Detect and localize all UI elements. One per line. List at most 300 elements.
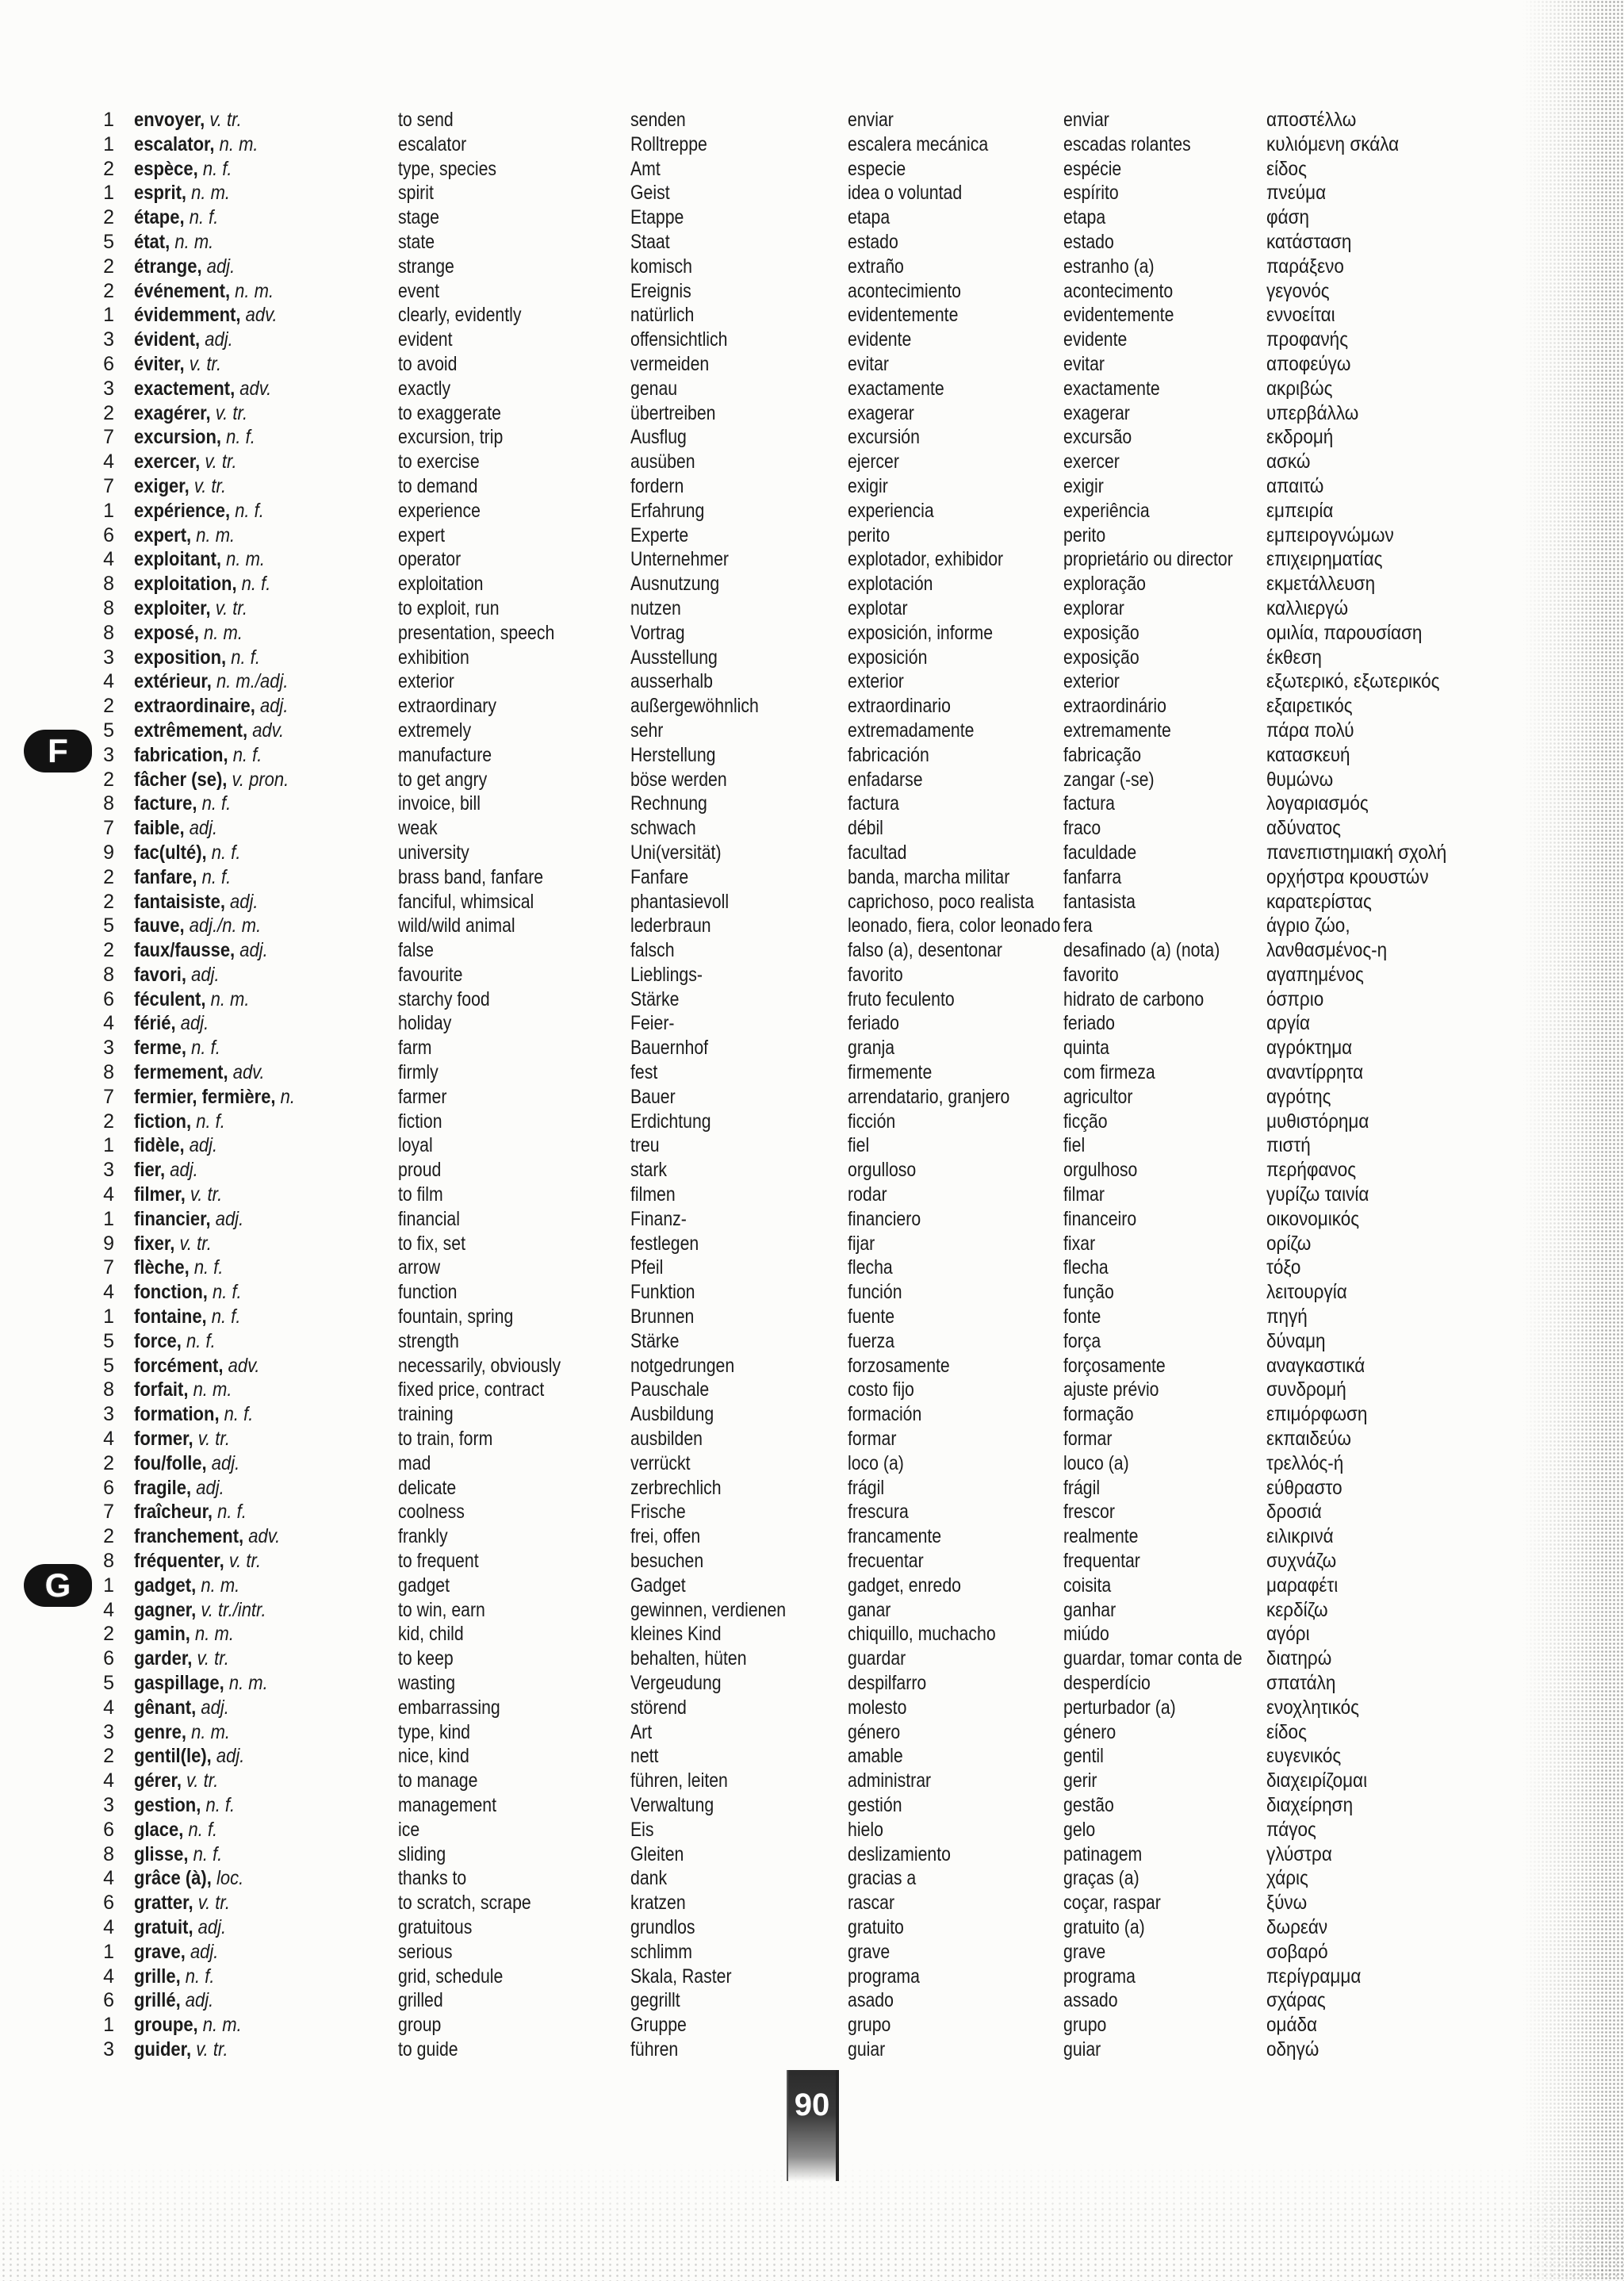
part-of-speech: n. m. <box>196 523 236 546</box>
french-headword: fermement, <box>134 1061 228 1084</box>
french-headword: gênant, <box>134 1696 197 1719</box>
portuguese-translation: filmar <box>1063 1183 1105 1206</box>
spanish-translation: exposición, informe <box>848 621 994 644</box>
part-of-speech: v. tr. <box>228 1550 262 1573</box>
french-cell <box>134 547 265 572</box>
level-number: 5 <box>103 1354 114 1377</box>
spanish-translation: excursión <box>848 426 920 449</box>
french-headword: gagner, <box>134 1598 197 1621</box>
glossary-entry <box>0 1598 1624 1623</box>
greek-translation: υπερβάλλω <box>1266 401 1359 424</box>
french-cell <box>134 694 288 719</box>
french-cell <box>134 474 226 499</box>
glossary-entry <box>0 377 1624 401</box>
french-cell <box>134 377 271 401</box>
portuguese-translation: assado <box>1063 1989 1118 2012</box>
glossary-entry <box>0 1451 1624 1476</box>
greek-translation: μαραφέτι <box>1266 1574 1339 1597</box>
french-cell <box>134 1476 224 1501</box>
part-of-speech: n. f. <box>188 1818 218 1841</box>
french-cell <box>134 1158 198 1183</box>
part-of-speech: adv. <box>252 719 285 742</box>
french-cell <box>134 792 231 816</box>
glossary-entry <box>0 1915 1624 1940</box>
level-number: 2 <box>103 206 114 229</box>
english-translation: grilled <box>398 1989 443 2012</box>
glossary-list <box>0 108 1624 2062</box>
spanish-translation: banda, marcha militar <box>848 865 1010 888</box>
glossary-entry <box>0 1720 1624 1745</box>
glossary-entry <box>0 1183 1624 1207</box>
french-cell <box>134 1915 226 1940</box>
english-translation: to manage <box>398 1769 478 1792</box>
glossary-entry <box>0 646 1624 670</box>
spanish-translation: función <box>848 1281 902 1304</box>
french-headword: féculent, <box>134 987 206 1010</box>
greek-translation: εννοείται <box>1266 304 1335 327</box>
level-number: 2 <box>103 939 114 962</box>
english-translation: operator <box>398 548 462 571</box>
spanish-translation: escalera mecánica <box>848 132 989 155</box>
portuguese-translation: fraco <box>1063 817 1101 840</box>
portuguese-translation: guardar, tomar conta de <box>1063 1647 1243 1670</box>
part-of-speech: n. m. <box>174 230 214 253</box>
english-translation: to exploit, run <box>398 596 500 619</box>
portuguese-translation: factura <box>1063 792 1115 815</box>
portuguese-translation: fiel <box>1063 1134 1086 1157</box>
french-cell <box>134 425 255 450</box>
glossary-entry <box>0 1256 1624 1280</box>
level-number: 2 <box>103 1525 114 1548</box>
portuguese-translation: ganhar <box>1063 1598 1116 1621</box>
french-headword: exiger, <box>134 474 190 497</box>
spanish-translation: frescura <box>848 1501 909 1524</box>
glossary-entry <box>0 1793 1624 1818</box>
german-translation: kratzen <box>630 1892 686 1915</box>
level-number: 2 <box>103 1745 114 1768</box>
part-of-speech: adj. <box>185 1989 214 2012</box>
french-cell <box>134 2013 242 2038</box>
greek-translation: τρελλός-ή <box>1266 1451 1344 1474</box>
spanish-translation: administrar <box>848 1769 932 1792</box>
greek-translation: συχνάζω <box>1266 1550 1337 1573</box>
spanish-translation: evidente <box>848 328 912 351</box>
portuguese-translation: gelo <box>1063 1818 1096 1841</box>
spanish-translation: ejercer <box>848 450 899 473</box>
portuguese-translation: louco (a) <box>1063 1451 1129 1474</box>
part-of-speech: adj./n. m. <box>189 914 262 937</box>
portuguese-translation: flecha <box>1063 1256 1109 1279</box>
english-translation: wasting <box>398 1672 456 1694</box>
english-translation: to exaggerate <box>398 401 501 424</box>
greek-translation: σπατάλη <box>1266 1672 1336 1694</box>
level-number: 1 <box>103 1574 114 1597</box>
french-cell <box>134 963 220 987</box>
level-number: 5 <box>103 719 114 742</box>
greek-translation: αγρόκτημα <box>1266 1037 1353 1060</box>
portuguese-translation: fixar <box>1063 1232 1096 1255</box>
german-translation: behalten, hüten <box>630 1647 747 1670</box>
german-translation: treu <box>630 1134 660 1157</box>
spanish-translation: exagerar <box>848 401 914 424</box>
glossary-entry <box>0 1133 1624 1158</box>
part-of-speech: adv. <box>228 1354 260 1377</box>
level-number: 7 <box>103 1085 114 1108</box>
english-translation: fanciful, whimsical <box>398 890 534 913</box>
spanish-translation: enfadarse <box>848 768 923 791</box>
glossary-entry <box>0 743 1624 768</box>
french-cell <box>134 1011 209 1036</box>
part-of-speech: n. f. <box>196 1110 225 1133</box>
french-headword: facture, <box>134 792 197 815</box>
spanish-translation: fiel <box>848 1134 870 1157</box>
level-number: 1 <box>103 1940 114 1963</box>
level-number: 8 <box>103 573 114 596</box>
part-of-speech: v. tr. <box>190 1183 223 1206</box>
french-headword: expert, <box>134 523 192 546</box>
level-number: 4 <box>103 450 114 473</box>
level-number: 7 <box>103 1501 114 1524</box>
english-translation: fixed price, contract <box>398 1378 545 1401</box>
spanish-translation: arrendatario, granjero <box>848 1085 1010 1108</box>
german-translation: Vortrag <box>630 621 685 644</box>
french-headword: esprit, <box>134 182 187 205</box>
german-translation: Rolltreppe <box>630 132 707 155</box>
french-headword: événement, <box>134 279 231 302</box>
glossary-entry <box>0 2013 1624 2038</box>
part-of-speech: n. f. <box>235 499 264 522</box>
part-of-speech: adj. <box>259 695 289 718</box>
portuguese-translation: forçosamente <box>1063 1354 1166 1377</box>
spanish-translation: hielo <box>848 1818 883 1841</box>
french-headword: envoyer, <box>134 109 205 131</box>
french-headword: expérience, <box>134 499 231 522</box>
spanish-translation: firmemente <box>848 1061 933 1084</box>
part-of-speech: n. m./adj. <box>216 670 289 693</box>
level-number: 2 <box>103 255 114 278</box>
part-of-speech: n. f. <box>231 646 260 669</box>
english-translation: to guide <box>398 2038 458 2061</box>
spanish-translation: exactamente <box>848 377 944 400</box>
part-of-speech: adj. <box>196 1476 224 1499</box>
part-of-speech: adj. <box>215 1207 244 1230</box>
greek-translation: αποστέλλω <box>1266 109 1357 131</box>
part-of-speech: n. f. <box>191 1037 220 1060</box>
spanish-translation: extraordinario <box>848 695 951 718</box>
glossary-entry <box>0 1158 1624 1183</box>
portuguese-translation: exposição <box>1063 621 1139 644</box>
glossary-entry <box>0 1866 1624 1891</box>
german-translation: störend <box>630 1696 687 1719</box>
part-of-speech: v. tr. <box>215 401 248 424</box>
english-translation: false <box>398 939 434 962</box>
french-headword: exposé, <box>134 621 199 644</box>
part-of-speech: n. m. <box>193 1378 232 1401</box>
french-headword: groupe, <box>134 2014 198 2037</box>
english-translation: to film <box>398 1183 443 1206</box>
part-of-speech: adv. <box>232 1061 265 1084</box>
french-cell <box>134 938 268 963</box>
french-cell <box>134 1940 218 1965</box>
greek-translation: λανθασμένος-η <box>1266 939 1388 962</box>
level-number: 3 <box>103 2038 114 2061</box>
french-headword: fonction, <box>134 1281 208 1304</box>
english-translation: to frequent <box>398 1550 479 1573</box>
german-translation: Bauer <box>630 1085 676 1108</box>
english-translation: to keep <box>398 1647 454 1670</box>
portuguese-translation: etapa <box>1063 206 1106 229</box>
german-translation: Geist <box>630 182 670 205</box>
english-translation: group <box>398 2014 442 2037</box>
portuguese-translation: fera <box>1063 914 1093 937</box>
glossary-entry <box>0 1427 1624 1451</box>
greek-translation: εκπαιδεύω <box>1266 1428 1351 1451</box>
english-translation: type, species <box>398 157 497 180</box>
english-translation: to exercise <box>398 450 480 473</box>
glossary-entry <box>0 450 1624 474</box>
german-translation: genau <box>630 377 678 400</box>
portuguese-translation: género <box>1063 1720 1116 1743</box>
spanish-translation: extraño <box>848 255 904 278</box>
greek-translation: δροσιά <box>1266 1501 1322 1524</box>
level-number: 2 <box>103 1451 114 1474</box>
spanish-translation: asado <box>848 1989 894 2012</box>
level-number: 6 <box>103 987 114 1010</box>
spanish-translation: forzosamente <box>848 1354 950 1377</box>
greek-translation: χάρις <box>1266 1867 1308 1890</box>
german-translation: Brunnen <box>630 1305 695 1328</box>
glossary-entry <box>0 719 1624 743</box>
english-translation: training <box>398 1403 454 1426</box>
english-translation: to win, earn <box>398 1598 485 1621</box>
glossary-entry <box>0 1476 1624 1501</box>
level-number: 8 <box>103 1842 114 1865</box>
portuguese-translation: grave <box>1063 1940 1106 1963</box>
german-translation: besuchen <box>630 1550 704 1573</box>
spanish-translation: orgulloso <box>848 1159 917 1182</box>
spanish-translation: débil <box>848 817 883 840</box>
part-of-speech: n. f. <box>186 1329 216 1352</box>
portuguese-translation: exterior <box>1063 670 1120 693</box>
french-cell <box>134 1402 253 1427</box>
german-translation: Ausstellung <box>630 646 718 669</box>
part-of-speech: adv. <box>248 1525 281 1548</box>
greek-translation: τόξο <box>1266 1256 1301 1279</box>
french-headword: fraîcheur, <box>134 1501 213 1524</box>
greek-translation: εκμετάλλευση <box>1266 573 1376 596</box>
french-headword: filmer, <box>134 1183 186 1206</box>
french-headword: faible, <box>134 817 185 840</box>
greek-translation: αργία <box>1266 1012 1311 1035</box>
spanish-translation: falso (a), desentonar <box>848 939 1002 962</box>
spanish-translation: especie <box>848 157 906 180</box>
glossary-entry <box>0 279 1624 304</box>
german-translation: außergewöhnlich <box>630 695 759 718</box>
french-cell <box>134 914 261 938</box>
french-cell <box>134 719 284 743</box>
german-translation: ausüben <box>630 450 695 473</box>
german-translation: zerbrechlich <box>630 1476 722 1499</box>
german-translation: schwach <box>630 817 696 840</box>
english-translation: fountain, spring <box>398 1305 514 1328</box>
glossary-entry <box>0 890 1624 914</box>
spanish-translation: costo fijo <box>848 1378 914 1401</box>
french-headword: exploitant, <box>134 548 222 571</box>
spanish-translation: estado <box>848 230 898 253</box>
german-translation: Rechnung <box>630 792 707 815</box>
greek-translation: μυθιστόρημα <box>1266 1110 1369 1133</box>
portuguese-translation: gentil <box>1063 1745 1104 1768</box>
english-translation: exterior <box>398 670 454 693</box>
german-translation: phantasievoll <box>630 890 730 913</box>
greek-translation: συνδρομή <box>1266 1378 1346 1401</box>
german-translation: nett <box>630 1745 659 1768</box>
greek-translation: γλύστρα <box>1266 1842 1332 1865</box>
portuguese-translation: exercer <box>1063 450 1120 473</box>
english-translation: arrow <box>398 1256 441 1279</box>
english-translation: grid, schedule <box>398 1965 504 1988</box>
french-headword: gestion, <box>134 1793 201 1816</box>
german-translation: Bauernhof <box>630 1037 709 1060</box>
level-number: 2 <box>103 1623 114 1646</box>
french-headword: fréquenter, <box>134 1550 224 1573</box>
spanish-translation: extremadamente <box>848 719 975 742</box>
portuguese-translation: miúdo <box>1063 1623 1109 1646</box>
portuguese-translation: patinagem <box>1063 1842 1143 1865</box>
portuguese-translation: fanfarra <box>1063 865 1122 888</box>
english-translation: gratuitous <box>398 1915 473 1938</box>
german-translation: Verwaltung <box>630 1793 714 1816</box>
english-translation: strength <box>398 1329 459 1352</box>
level-number: 4 <box>103 1915 114 1938</box>
greek-translation: ενοχλητικός <box>1266 1696 1359 1719</box>
greek-translation: αναγκαστικά <box>1266 1354 1365 1377</box>
portuguese-translation: gratuito (a) <box>1063 1915 1145 1938</box>
part-of-speech: adj. <box>189 1134 218 1157</box>
french-cell <box>134 205 218 230</box>
spanish-translation: leonado, fiera, color leonado <box>848 914 1061 937</box>
portuguese-translation: formar <box>1063 1428 1113 1451</box>
english-translation: spirit <box>398 182 434 205</box>
greek-translation: κατάσταση <box>1266 230 1352 253</box>
german-translation: verrückt <box>630 1451 691 1474</box>
french-cell <box>134 1036 220 1060</box>
part-of-speech: n. f. <box>202 157 232 180</box>
german-translation: Pfeil <box>630 1256 664 1279</box>
portuguese-translation: exploração <box>1063 573 1146 596</box>
german-translation: frei, offen <box>630 1525 701 1548</box>
glossary-entry <box>0 1818 1624 1842</box>
german-translation: Gruppe <box>630 2014 687 2037</box>
level-number: 6 <box>103 523 114 546</box>
part-of-speech: n. m. <box>235 279 274 302</box>
german-translation: Ereignis <box>630 279 691 302</box>
greek-translation: σοβαρό <box>1266 1940 1328 1963</box>
portuguese-translation: formação <box>1063 1403 1134 1426</box>
glossary-entry <box>0 1524 1624 1549</box>
greek-translation: ειλικρινά <box>1266 1525 1334 1548</box>
french-cell <box>134 499 264 523</box>
greek-translation: ευγενικός <box>1266 1745 1342 1768</box>
greek-translation: είδος <box>1266 157 1307 180</box>
english-translation: serious <box>398 1940 453 1963</box>
greek-translation: πιστή <box>1266 1134 1311 1157</box>
glossary-entry <box>0 1036 1624 1060</box>
french-cell <box>134 352 221 377</box>
portuguese-translation: fabricação <box>1063 743 1142 766</box>
glossary-entry <box>0 157 1624 182</box>
french-headword: favori, <box>134 963 187 986</box>
greek-translation: δύναμη <box>1266 1329 1326 1352</box>
greek-translation: οικονομικός <box>1266 1207 1360 1230</box>
spanish-translation: flecha <box>848 1256 893 1279</box>
glossary-entry <box>0 108 1624 132</box>
greek-translation: γεγονός <box>1266 279 1330 302</box>
portuguese-translation: com firmeza <box>1063 1061 1155 1084</box>
french-headword: fou/folle, <box>134 1451 207 1474</box>
part-of-speech: n. f. <box>205 1793 236 1816</box>
page-number: 90 <box>794 2087 830 2122</box>
french-cell <box>134 669 288 694</box>
part-of-speech: n. m. <box>191 1720 231 1743</box>
glossary-entry <box>0 1207 1624 1232</box>
portuguese-translation: ajuste prévio <box>1063 1378 1159 1401</box>
level-number: 7 <box>103 474 114 497</box>
french-headword: fiction, <box>134 1110 192 1133</box>
spanish-translation: enviar <box>848 109 894 131</box>
french-headword: extrêmement, <box>134 719 248 742</box>
section-letter-g: G <box>44 1566 71 1604</box>
french-headword: gamin, <box>134 1623 190 1646</box>
level-number: 4 <box>103 1867 114 1890</box>
french-cell <box>134 1183 222 1207</box>
greek-translation: κατασκευή <box>1266 743 1350 766</box>
spanish-translation: francamente <box>848 1525 942 1548</box>
french-headword: fermier, fermière, <box>134 1085 276 1108</box>
glossary-entry <box>0 1842 1624 1867</box>
german-translation: falsch <box>630 939 675 962</box>
part-of-speech: n. m. <box>191 182 231 205</box>
portuguese-translation: programa <box>1063 1965 1136 1988</box>
glossary-entry <box>0 816 1624 841</box>
french-headword: force, <box>134 1329 182 1352</box>
french-headword: forfait, <box>134 1378 189 1401</box>
french-cell <box>134 1598 266 1623</box>
french-cell <box>134 1427 230 1451</box>
glossary-entry <box>0 1574 1624 1598</box>
spanish-translation: fabricación <box>848 743 929 766</box>
spanish-translation: explotador, exhibidor <box>848 548 1004 571</box>
english-translation: fiction <box>398 1110 442 1133</box>
spanish-translation: chiquillo, muchacho <box>848 1623 996 1646</box>
spanish-translation: factura <box>848 792 899 815</box>
glossary-entry <box>0 1647 1624 1671</box>
portuguese-translation: evidente <box>1063 328 1128 351</box>
french-headword: glisse, <box>134 1842 189 1865</box>
spanish-translation: molesto <box>848 1696 907 1719</box>
level-number: 3 <box>103 743 114 766</box>
glossary-entry <box>0 1891 1624 1915</box>
part-of-speech: n. m. <box>219 132 259 155</box>
english-translation: firmly <box>398 1061 439 1084</box>
english-translation: escalator <box>398 132 467 155</box>
portuguese-translation: extraordinário <box>1063 695 1166 718</box>
glossary-entry <box>0 865 1624 890</box>
part-of-speech: loc. <box>216 1867 244 1890</box>
french-cell <box>134 1110 225 1134</box>
portuguese-translation: perito <box>1063 523 1106 546</box>
portuguese-translation: evidentemente <box>1063 304 1174 327</box>
